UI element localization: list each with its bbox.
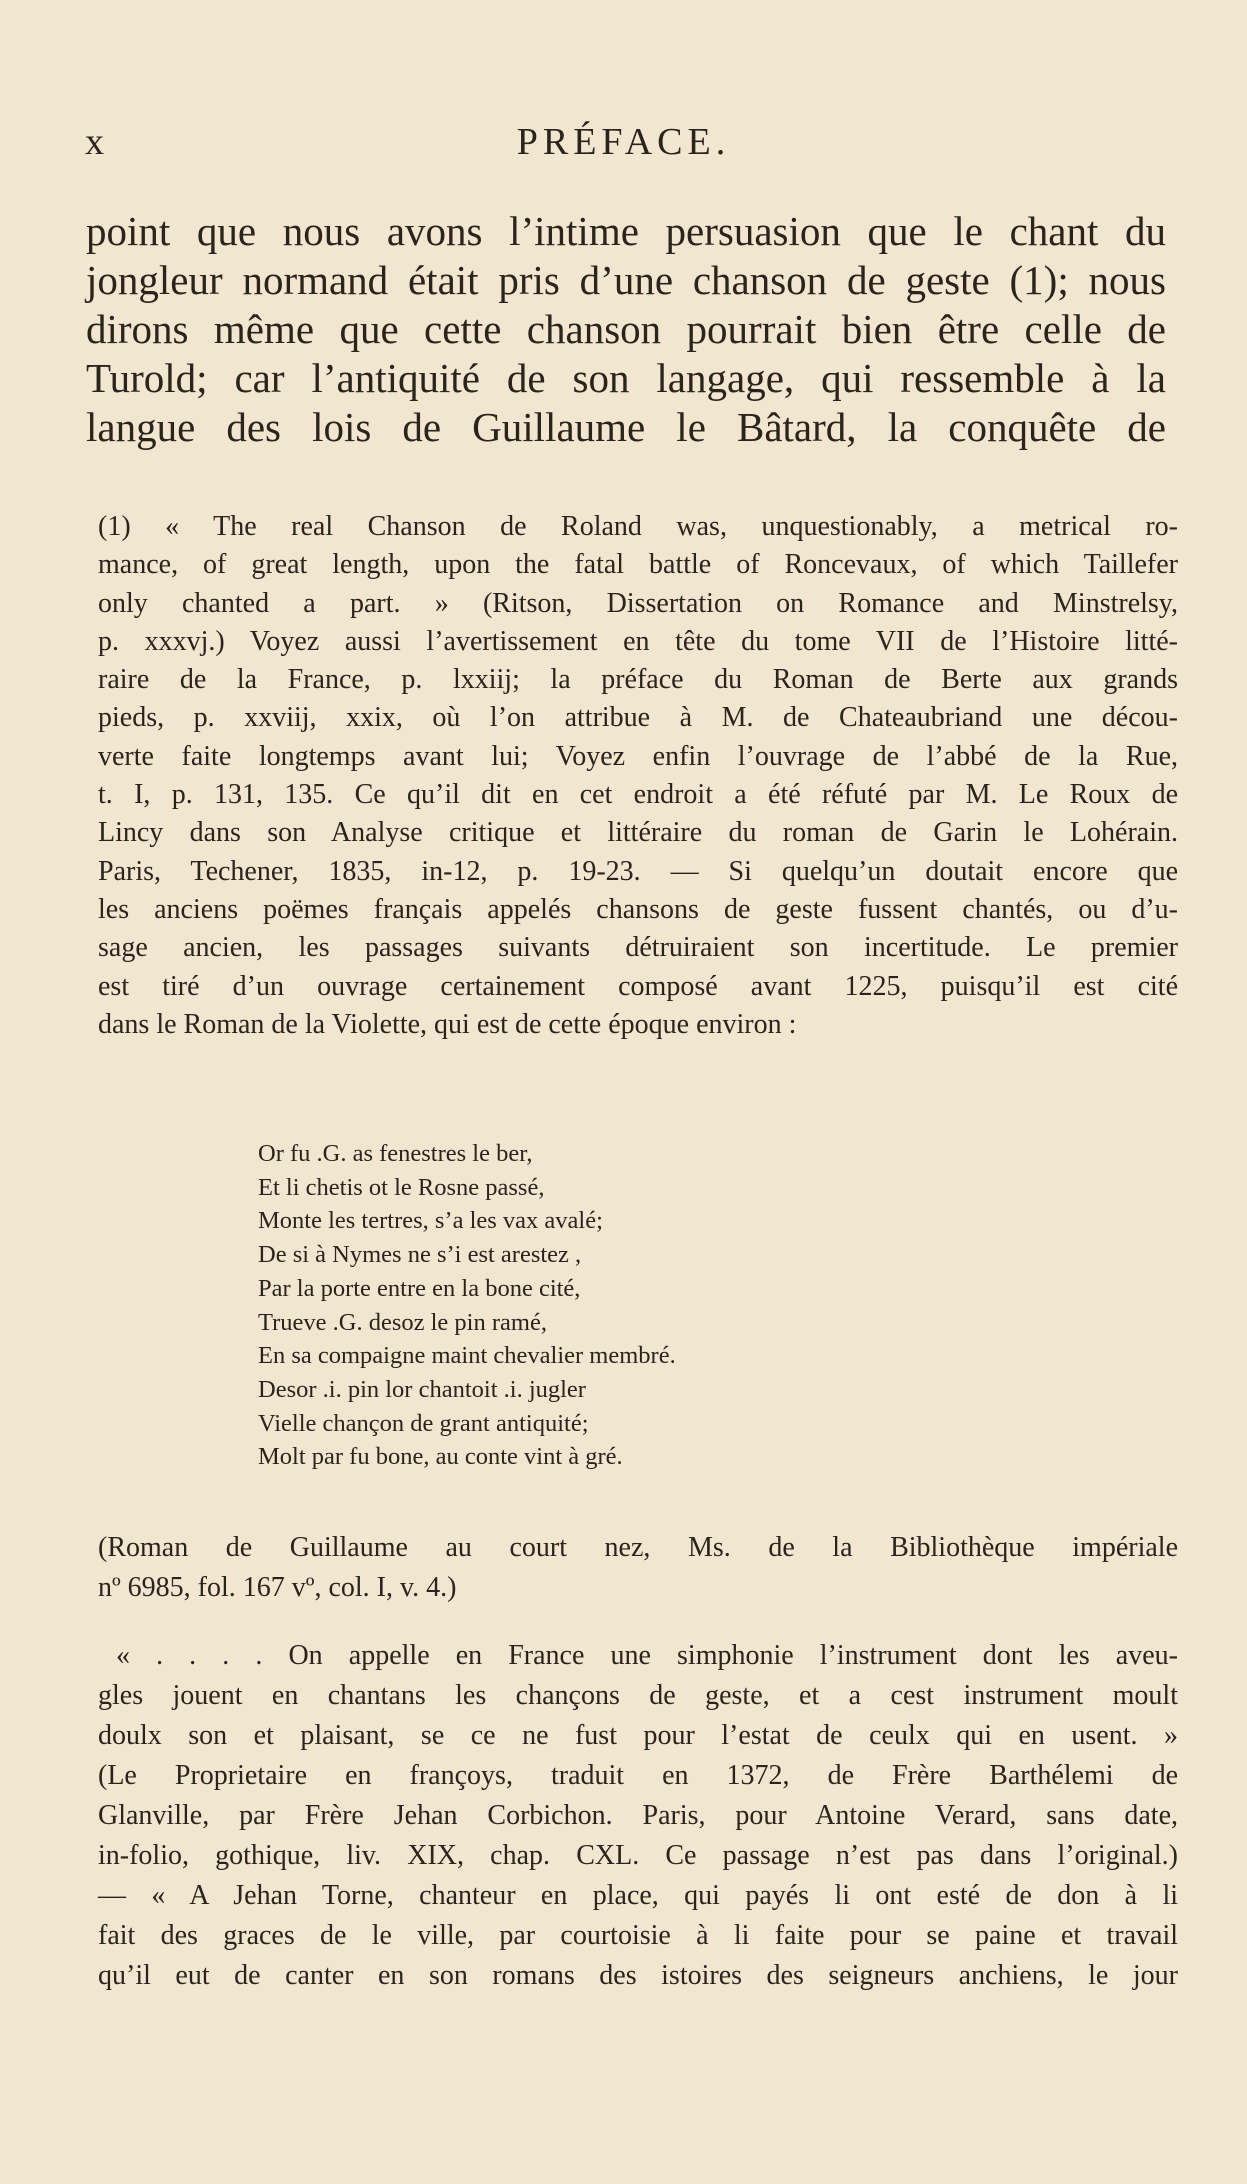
footnote-line: p. xxxvj.) Voyez aussi l’avertissement en tête du tome VII de l’Histoire litté- (98, 625, 1178, 657)
verse-line: Monte les tertres, s’a les vax avalé; (258, 1207, 603, 1235)
running-title: PRÉFACE. (516, 121, 731, 163)
verse-line: Et li chetis ot le Rosne passé, (258, 1173, 545, 1201)
running-header (0, 120, 1247, 170)
footnote-line: les anciens poëmes français appelés chansons de geste fussent chantés, ou d’u- (98, 893, 1178, 925)
verse-line: Par la porte entre en la bone cité, (258, 1274, 581, 1302)
page-number: x (85, 121, 106, 163)
verse-line: Molt par fu bone, au conte vint à gré. (258, 1443, 623, 1471)
footnote-line: verte faite longtemps avant lui; Voyez enfin l’ouvrage de l’abbé de la Rue, (98, 740, 1178, 772)
footnote-line: (1) « The real Chanson de Roland was, unquestionably, a metrical ro- (98, 511, 1178, 542)
footnote-line: est tiré d’un ouvrage certainement composé avant 1225, puisqu’il est cité (98, 970, 1178, 1002)
verse-line: Desor .i. pin lor chantoit .i. jugler (258, 1375, 586, 1403)
quote-line: in-folio, gothique, liv. XIX, chap. CXL. Ce passage n’est pas dans l’original.) (98, 1840, 1178, 1871)
main-text (86, 207, 1166, 452)
verse-line: Trueve .G. desoz le pin ramé, (258, 1308, 547, 1336)
body-line: jongleur normand était pris d’une chanson de geste (1); nous (86, 257, 1166, 303)
prose-quotation (98, 1636, 1178, 1996)
verse-line: De si à Nymes ne s’i est arestez , (258, 1241, 582, 1269)
verse-quotation (258, 1137, 676, 1474)
footnote-line: pieds, p. xxviij, xxix, où l’on attribue à M. de Chateaubriand une décou- (98, 702, 1178, 734)
body-line: Turold; car l’antiquité de son langage, qui ressemble à la (86, 355, 1166, 401)
citation-line: nº 6985, fol. 167 vº, col. I, v. 4.) (98, 1572, 457, 1603)
footnote-line: only chanted a part. » (Ritson, Dissertation on Romance and Minstrelsy, (98, 587, 1178, 619)
footnote-line: mance, of great length, upon the fatal battle of Roncevaux, of which Taillefer (98, 549, 1178, 581)
quote-line: (Le Proprietaire en françoys, traduit en 1372, de Frère Barthélemi de (98, 1760, 1178, 1791)
verse-citation (98, 1528, 1178, 1608)
quote-line: qu’il eut de canter en son romans des istoires des seigneurs anchiens, le jour (98, 1960, 1178, 1991)
footnote (98, 508, 1178, 1044)
verse-line: En sa compaigne maint chevalier membré. (258, 1342, 676, 1370)
quote-line: doulx son et plaisant, se ce ne fust pour l’estat de ceulx qui en usent. » (98, 1720, 1178, 1751)
body-line: langue des lois de Guillaume le Bâtard, la conquête de (86, 404, 1166, 450)
verse-line: Vielle chançon de grant antiquité; (258, 1409, 589, 1437)
footnote-line: dans le Roman de la Violette, qui est de cette époque environ : (98, 1008, 797, 1040)
footnote-line: t. I, p. 131, 135. Ce qu’il dit en cet endroit a été réfuté par M. Le Roux de (98, 779, 1178, 811)
quote-line: Glanville, par Frère Jehan Corbichon. Paris, pour Antoine Verard, sans date, (98, 1800, 1178, 1831)
footnote-line: Paris, Techener, 1835, in-12, p. 19-23. — Si quelqu’un doutait encore que (98, 855, 1178, 887)
quote-line: — « A Jehan Torne, chanteur en place, qui payés li ont esté de don à li (98, 1880, 1178, 1911)
citation-line: (Roman de Guillaume au court nez, Ms. de la Bibliothèque impériale (98, 1532, 1178, 1563)
quote-line: fait des graces de le ville, par courtoisie à li faite pour se paine et travail (98, 1920, 1178, 1951)
quote-line: « . . . . On appelle en France une simphonie l’instrument dont les aveu- (116, 1640, 1178, 1671)
footnote-line: Lincy dans son Analyse critique et littéraire du roman de Garin le Lohérain. (98, 817, 1178, 849)
quote-line: gles jouent en chantans les chançons de geste, et a cest instrument moult (98, 1680, 1178, 1711)
footnote-line: raire de la France, p. lxxiij; la préface du Roman de Berte aux grands (98, 664, 1178, 696)
footnote-line: sage ancien, les passages suivants détruiraient son incertitude. Le premier (98, 932, 1178, 964)
body-line: dirons même que cette chanson pourrait bien être celle de (86, 306, 1166, 352)
verse-line: Or fu .G. as fenestres le ber, (258, 1140, 533, 1167)
body-line: point que nous avons l’intime persuasion que le chant du (86, 208, 1166, 254)
